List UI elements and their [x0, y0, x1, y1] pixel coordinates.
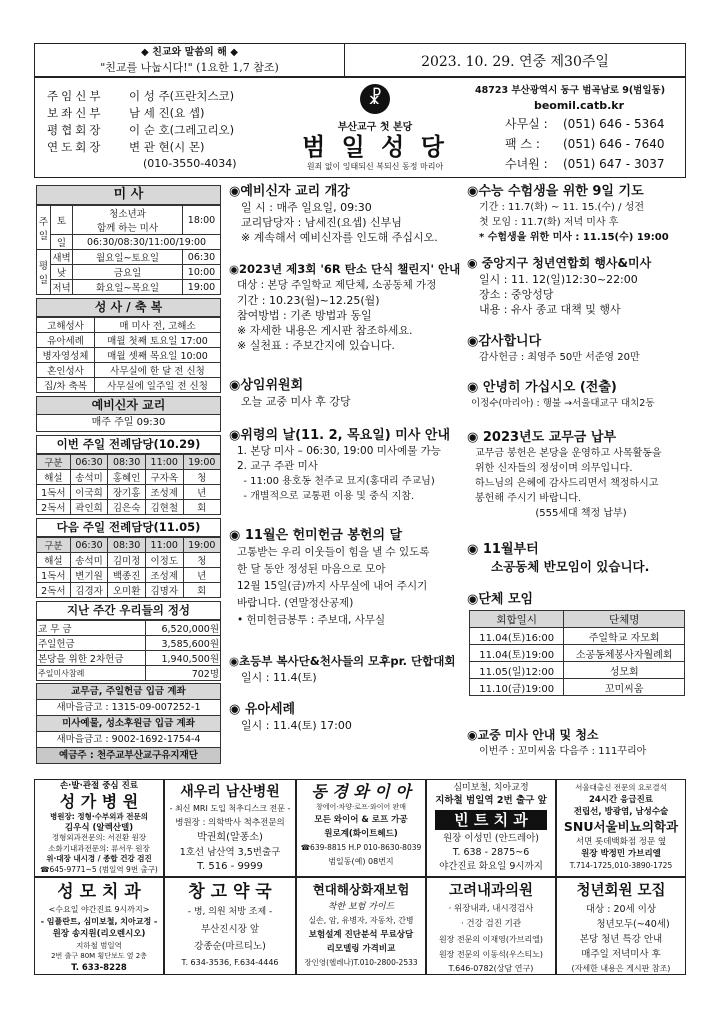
- duty-cell: 청: [183, 470, 220, 485]
- ad-line: 대상 : 20세 이상: [585, 904, 657, 915]
- ad-line: 본당 청년 특강 안내: [579, 934, 663, 945]
- ad-line: 장인영(헬레나)T.010-2800-2533: [304, 958, 418, 967]
- catechumen-title: 예비신자 교리: [36, 396, 221, 415]
- duty-cell: 해설: [37, 553, 71, 568]
- offering-label: 주일미사참례: [37, 666, 146, 681]
- notice-line: - 개별적으로 교통편 이용 및 중식 지참.: [237, 491, 415, 502]
- duty-header: 06:30: [70, 538, 108, 553]
- meetings-table: [469, 610, 685, 696]
- meeting-date: 11.05(일)12:00: [470, 662, 564, 679]
- contact-label: 수녀원 :: [505, 157, 548, 171]
- sacrament-name: 유아세례: [37, 333, 95, 348]
- notice-heading: ◉ 유아세례: [229, 702, 296, 717]
- motto-title: ◆ 친교와 말씀의 해 ◆: [141, 47, 238, 58]
- notice-line: 소공동체 반모임이 있습니다.: [491, 559, 650, 574]
- meeting-group: 꼬미씨움: [564, 679, 685, 696]
- notice-line: 12월 15일(금)까지 사무실에 내어 주시기: [237, 580, 428, 592]
- notice-line: 일 시 : 매주 일요일, 09:30: [241, 201, 372, 214]
- notice-heading: ◉ 안녕히 가십시오 (전출): [467, 380, 617, 395]
- ad-line: ☎645-9771~5 (범일역 9번 출구): [40, 864, 158, 874]
- mass-sub: 일: [51, 235, 73, 250]
- account-number: 새마을금고 : 9002-1692-1754-4: [36, 732, 221, 748]
- meeting-date: 11.04(토)16:00: [470, 628, 564, 645]
- notice-line: 이번주 : 꼬미씨움 다음주 : 111꾸리아: [479, 746, 647, 757]
- notice-heading: ◉ 11월부터: [467, 542, 539, 557]
- duty-cell: 조성제: [145, 485, 183, 500]
- offering-value: 702명: [146, 666, 221, 681]
- duty-cell: 홍혜인: [108, 470, 146, 485]
- ad-line: 보험설계 진단분석 무료상담: [308, 930, 414, 940]
- duty-cell: 2독서: [37, 583, 71, 598]
- duty-cell: 송석미: [70, 553, 108, 568]
- ad-line: T.646-0782(상담 연구): [448, 964, 534, 973]
- ad-top: 심미보철, 치아교정: [453, 783, 529, 793]
- notice-line: 바랍니다. (연말정산공제): [237, 597, 354, 609]
- mass-name: 06:30/08:30/11:00/19:00: [73, 235, 221, 250]
- mass-name: 금요일: [73, 265, 183, 280]
- ad-line: 1호선 남산역 3,5번출구: [179, 847, 281, 858]
- ad-top: 손·발·관절 중심 진료: [59, 781, 139, 791]
- duty-header: 19:00: [183, 538, 220, 553]
- notice-line: 감사헌금 : 최영주 50만 서준영 20만: [479, 352, 640, 363]
- mass-title: 미 사: [36, 185, 221, 205]
- mass-time: 18:00: [183, 206, 221, 235]
- ad-line: 24시간 응급진료: [588, 795, 654, 805]
- ad-name: 새우리 남산병원: [180, 784, 280, 800]
- account-holder: 예금주 : 천주교부산교구유지재단: [36, 748, 221, 764]
- notice-line: 교무금 봉헌은 본당을 운영하고 사목활동을: [475, 448, 662, 459]
- notice-line: 봉헌해 주시기 바랍니다.: [475, 493, 582, 504]
- ad-line: 전립선, 방광염, 남성수술: [573, 807, 669, 817]
- notice-line: 하느님의 은혜에 감사드리면서 책정하시고: [475, 478, 659, 489]
- staff-role: 평협회장: [47, 123, 104, 137]
- contact-label: 사무실 :: [505, 117, 548, 131]
- meetings-header: 단체명: [564, 611, 685, 628]
- ad-line: 원장 전문의 이동석(우스티노): [438, 950, 544, 959]
- notice-heading: ◉감사합니다: [467, 334, 542, 349]
- duty-cell: 2독서: [37, 500, 71, 515]
- staff-name: 이 순 호(그레고리오): [129, 123, 235, 137]
- notice-line: 고통받는 우리 이웃들이 힘을 낼 수 있도록: [237, 546, 430, 558]
- mass-table: [36, 205, 221, 295]
- meetings-header: 회합일시: [470, 611, 564, 628]
- staff-name: 남 세 진(요 셉): [129, 106, 205, 120]
- notice-line: 내용 : 유사 종교 대책 및 행사: [479, 303, 621, 316]
- ad-line: T. 634-3536, F.634-4446: [181, 958, 279, 967]
- ad-name: SNU서울비뇨의학과: [563, 819, 679, 834]
- ad-line: ☎639-8815 H.P 010-8630-8039: [300, 843, 422, 852]
- staff-name: 변 관 현(시 몬): [129, 140, 205, 154]
- notice-heading: ◉상임위원회: [229, 378, 304, 393]
- ad-youth-recruit: [556, 877, 686, 975]
- sacrament-name: 병자영성체: [37, 348, 95, 363]
- notice-heading: ◉ 11월은 헌미헌금 봉헌의 달: [229, 528, 403, 543]
- ad-line: · 위장내과, 내시경검사: [448, 904, 534, 914]
- ad-name: 동 경 와 이 아: [311, 782, 411, 801]
- header-bar: [34, 43, 686, 77]
- sacrament-info: 매월 첫째 토요일 17:00: [95, 333, 221, 348]
- duty-cell: 곽인희: [70, 500, 108, 515]
- notice-line: 이정수(마리아) : 행불 →서울대교구 대치2동: [471, 398, 655, 409]
- duty-header: 11:00: [145, 455, 183, 470]
- ad-line: 김우식 (알렉산델): [64, 822, 134, 833]
- ad-line: 원장 전문의 이재영(가브리엘): [438, 935, 544, 944]
- notice-line: ※ 실천표 : 주보간지에 있습니다.: [237, 339, 395, 352]
- ad-line: - 병, 의원 처방 조제 -: [187, 907, 273, 917]
- duty-cell: 변기원: [70, 568, 108, 583]
- parish-logo: [275, 84, 475, 172]
- duty-cell: 구자옥: [145, 470, 183, 485]
- notice-heading: ◉2023년 제3회 '6R 탄소 단식 챌린지' 안내: [229, 262, 461, 276]
- notice-line: * 수험생을 위한 미사 : 11.15(수) 19:00: [479, 232, 669, 243]
- notice-line: ※ 자세한 내용은 게시판 참조하세요.: [237, 324, 413, 337]
- ad-line: 창에어·차양·로프·와이어 판매: [315, 803, 407, 811]
- ad-line: 모든 와이어 & 로프 가공: [314, 815, 408, 825]
- notice-heading: ◉ 2023년도 교무금 납부: [467, 430, 617, 445]
- notice-line: 일시 : 11. 12(일)12:30~22:00: [479, 273, 638, 286]
- notice-heading: ◉초등부 복사단&천사들의 모후pr. 단합대회: [229, 654, 456, 668]
- ad-seongmo-dental: [34, 877, 164, 975]
- sacrament-info: 사무실에 한 달 전 신청: [95, 363, 221, 378]
- ad-line: 야간진료 화요일 9시까지: [439, 861, 543, 872]
- notice-line: 한 달 동안 정성된 마음으로 모아: [237, 563, 386, 575]
- notice-line: 대상 : 본당 주일학교 제단체, 소공동체 가정: [237, 279, 437, 291]
- sacrament-name: 고해성사: [37, 318, 95, 333]
- notice-line: 기간 : 11.7(화) ~ 11. 15.(수) / 성전: [479, 202, 645, 213]
- ad-line: 부산진시장 앞: [200, 924, 260, 935]
- duty-header: 19:00: [183, 455, 220, 470]
- duty-next-title: 다음 주일 전례담당(11.05): [36, 518, 221, 537]
- ad-dental-clinic: [426, 779, 556, 877]
- account-title: 교무금, 주일헌금 입금 계좌: [36, 683, 221, 700]
- ad-goryeo-clinic: [426, 877, 556, 975]
- logo-name: 범 일 성 당: [302, 132, 448, 161]
- duty-header: 구분: [37, 538, 71, 553]
- contact-label: 팩 스 :: [505, 137, 540, 151]
- ad-line: 원로계(화이트헤드): [324, 829, 398, 839]
- mass-name: 월요일~토요일: [73, 250, 183, 265]
- ad-line: 청년모두(~40세): [596, 919, 670, 930]
- duty-cell: 김은숙: [108, 500, 146, 515]
- duty-cell: 년: [183, 568, 220, 583]
- offering-value: 3,585,600원: [146, 636, 221, 651]
- ad-line: 강종순(마르티노): [194, 941, 266, 952]
- sacrament-info: 매월 셋째 목요일 10:00: [95, 348, 221, 363]
- logo-tagline: 원죄 없이 잉태되신 복되신 동정 마리아: [306, 162, 444, 171]
- account-title: 미사예물, 성소후원금 입금 계좌: [36, 716, 221, 732]
- notice-heading: ◉위령의 날(11. 2, 목요일) 미사 안내: [229, 428, 451, 443]
- meeting-group: 소공동체봉사자월례회: [564, 645, 685, 662]
- duty-cell: 조성제: [145, 568, 183, 583]
- mass-sub: 새벽: [51, 250, 73, 265]
- notice-line: 교리담당자 : 남세진(요셉) 신부님: [241, 216, 402, 229]
- ad-line: 병원장: 정형·수부외과 전문의: [49, 812, 148, 821]
- ad-line: 서면 롯데백화점 정문 옆: [575, 837, 667, 847]
- duty-this-title: 이번 주일 전례담당(10.29): [36, 435, 221, 454]
- ad-name: 성 모 치 과: [57, 882, 141, 902]
- meetings-heading: ◉단체 모임: [467, 592, 534, 607]
- ad-line: 실손, 암, 유병자, 자동차, 간병: [308, 916, 414, 925]
- ad-line: 착한 보험 가이드: [327, 902, 395, 912]
- sacrament-name: 집/차 축복: [37, 378, 95, 393]
- chi-rho-icon: ☧: [360, 84, 390, 114]
- offering-table: [36, 620, 221, 681]
- meeting-group: 성모회: [564, 662, 685, 679]
- offering-label: 교 무 금: [37, 621, 146, 636]
- middle-column: [229, 183, 461, 745]
- convent-phone: (051) 647 - 3037: [563, 157, 665, 171]
- duty-cell: 해설: [37, 470, 71, 485]
- duty-header: 08:30: [108, 455, 146, 470]
- ad-name: 창 고 약 국: [188, 882, 272, 902]
- right-column: [467, 183, 687, 759]
- notice-line: 장소 : 중앙성당: [479, 288, 554, 301]
- sacrament-name: 혼인성사: [37, 363, 95, 378]
- notice-line: 1. 본당 미사 – 06:30, 19:00 미사예물 가능: [237, 445, 441, 457]
- duty-cell: 장기홍: [108, 485, 146, 500]
- sacrament-info: 사무실에 일주일 전 신청: [95, 378, 221, 393]
- notice-line: 위한 신자들의 정성이며 의무입니다.: [475, 463, 633, 474]
- duty-cell: 김미정: [108, 553, 146, 568]
- mass-sub: 저녁: [51, 280, 73, 295]
- contact-info: [475, 84, 683, 174]
- notice-heading: ◉ 중앙지구 청년연합회 행사&미사: [467, 256, 652, 270]
- ad-name: 청년회원 모집: [576, 883, 666, 899]
- staff-role: 주임신부: [47, 89, 104, 103]
- offering-label: 본당을 위한 2차헌금: [37, 651, 146, 666]
- ads-row-1: [34, 779, 686, 877]
- ad-line: - 최신 MRI 도입 척추디스크 전문 -: [169, 804, 291, 813]
- duty-header: 11:00: [145, 538, 183, 553]
- duty-cell: 이정도: [145, 553, 183, 568]
- notice-line: 기간 : 10.23(월)~12.25(월): [237, 294, 380, 307]
- ad-donggyeong-wire: [296, 779, 426, 877]
- staff-role: 연도회장: [47, 140, 104, 154]
- ad-line: 범일동(예) 08번지: [328, 857, 394, 866]
- issue-date: 2023. 10. 29. 연중 제30주일: [421, 54, 609, 70]
- sacraments-title: 성 사 / 축 복: [36, 298, 221, 317]
- notice-heading: ◉교중 미사 안내 및 청소: [467, 728, 599, 742]
- notice-line: (555세대 책정 납부): [535, 508, 627, 519]
- mass-sub: 낮: [51, 265, 73, 280]
- duty-cell: 1독서: [37, 485, 71, 500]
- mass-group: 주일: [37, 206, 51, 250]
- ad-line: 2번 출구 80M 횡단보도 옆 2층: [51, 952, 147, 960]
- duty-next-table: [36, 537, 221, 598]
- mass-name: 화요일~목요일: [73, 280, 183, 295]
- account-number: 새마을금고 : 1315-09-007252-1: [36, 700, 221, 716]
- duty-this-table: [36, 454, 221, 515]
- mass-time: 19:00: [183, 280, 221, 295]
- notice-line: 첫 모임 : 11.7(화) 저녁 미사 후: [479, 217, 619, 228]
- duty-cell: 김경자: [70, 583, 108, 598]
- notice-line: 오늘 교중 미사 후 강당: [241, 395, 351, 408]
- duty-cell: 청: [183, 553, 220, 568]
- ad-line: <수요일 야간진료 9시까지>: [48, 905, 150, 914]
- ad-seongga-hospital: [34, 779, 164, 877]
- notice-line: - 11:00 용호동 천주교 묘지(홍대리 주교님): [237, 476, 435, 487]
- ad-name: 성 가 병 원: [59, 792, 139, 811]
- ad-line: 지하철 범일역: [76, 941, 122, 950]
- ad-line: 지하철 범일역 2번 출구 앞: [435, 795, 547, 806]
- duty-cell: 이국희: [70, 485, 108, 500]
- mass-group: 평일: [37, 250, 51, 295]
- mass-name: 청소년과 함께 하는 미사: [73, 206, 183, 235]
- ad-hyundai-insurance: [296, 877, 426, 975]
- ad-line: T. 633-8228: [71, 963, 127, 973]
- duty-cell: 회: [183, 500, 220, 515]
- office-phone: (051) 646 - 5364: [563, 117, 665, 131]
- ad-line: 병원장 : 의학박사 척추전문의: [175, 818, 285, 828]
- ad-line: 원장 이성민 (안드레아): [442, 833, 540, 844]
- meeting-date: 11.04(토)19:00: [470, 645, 564, 662]
- ad-name: 빈 트 치 과: [435, 810, 547, 830]
- ad-line: 정형외과전문의: 서진환 원장: [51, 833, 147, 842]
- ad-namsan-hospital: [164, 779, 296, 877]
- logo-top: 부산교구 첫 본당: [337, 122, 413, 133]
- ad-line: - 임플란트, 심미보철, 치아교정 -: [40, 917, 158, 926]
- sacraments-table: [36, 317, 221, 393]
- sacrament-info: 매 미사 전, 고해소: [95, 318, 221, 333]
- notice-line: 참여방법 : 기존 방법과 동일: [237, 309, 372, 322]
- ad-line: 소화기내과전문의: 류서우 원장: [48, 843, 150, 853]
- ad-line: 원장 박정민 가브리엘: [581, 849, 661, 859]
- mass-time: 10:00: [183, 265, 221, 280]
- ad-top: 서울대출신 전문의 요로결석: [575, 783, 667, 792]
- notice-line: 2. 교구 주관 미사: [237, 460, 318, 472]
- notice-heading: ◉예비신자 교리 개강: [229, 184, 350, 199]
- ad-line: 위·대장 내시경 / 종합 건강 검진: [46, 854, 152, 863]
- duty-cell: 김현철: [145, 500, 183, 515]
- offering-label: 주일헌금: [37, 636, 146, 651]
- meeting-date: 11.10(금)19:00: [470, 679, 564, 696]
- ad-line: T. 516 - 9999: [197, 861, 263, 872]
- staff-phone: (010-3550-4034): [143, 157, 237, 170]
- duty-cell: 오미환: [108, 583, 146, 598]
- duty-header: 06:30: [70, 455, 108, 470]
- ad-line: 박권희(알퐁소): [197, 832, 263, 843]
- offering-value: 6,520,000원: [146, 621, 221, 636]
- duty-cell: 김명자: [145, 583, 183, 598]
- website-link[interactable]: beomil.catb.kr: [533, 99, 625, 112]
- meeting-group: 주일학교 자모회: [564, 628, 685, 645]
- catechumen-time: 매주 주일 09:30: [36, 415, 221, 432]
- ad-line: T. 638 - 2875~6: [452, 847, 530, 858]
- ad-line: · 건강 검진 기관: [460, 919, 522, 929]
- staff-name: 이 성 주(프란치스코): [129, 89, 235, 103]
- ad-snu-urology: [556, 779, 686, 877]
- offering-value: 1,940,500원: [146, 651, 221, 666]
- ad-name: 고려내과의원: [448, 883, 534, 899]
- left-column: [36, 185, 221, 764]
- fax-number: (051) 646 - 7640: [563, 137, 665, 151]
- staff-role: 보좌신부: [47, 106, 104, 120]
- notice-heading: ◉수능 수험생을 위한 9일 기도: [467, 184, 644, 199]
- ads-row-2: [34, 877, 686, 975]
- duty-cell: 1독서: [37, 568, 71, 583]
- address: 48723 부산광역시 동구 범곡남로 9(범일동): [475, 85, 666, 96]
- notice-line: ※ 계속해서 예비신자를 인도해 주십시오.: [241, 231, 438, 244]
- staff-list: [47, 88, 267, 172]
- duty-cell: 송석미: [70, 470, 108, 485]
- duty-header: 구분: [37, 455, 71, 470]
- ad-line: 매주일 저녁미사 후: [581, 949, 661, 960]
- notice-line: • 헌미헌금봉투 : 주보대, 사무실: [237, 614, 386, 626]
- duty-header: 08:30: [108, 538, 146, 553]
- notice-line: 일시 : 11.4(토): [241, 671, 317, 684]
- duty-cell: 회: [183, 583, 220, 598]
- ad-line: 리모델링 가격비교: [326, 944, 396, 954]
- mass-sub: 토: [51, 206, 73, 235]
- notice-line: 일시 : 11.4(토) 17:00: [241, 719, 352, 732]
- ad-name: 현대해상화재보험: [312, 882, 410, 897]
- ad-changgo-pharmacy: [164, 877, 296, 975]
- ad-line: T.714-1725,010-3890-1725: [569, 861, 673, 870]
- duty-cell: 백종진: [108, 568, 146, 583]
- ad-line: (자세한 내용은 게시판 참조): [571, 964, 671, 973]
- offering-title: 지난 주간 우리들의 정성: [36, 601, 221, 620]
- ad-line: 원장 송지원(리오렌시오): [52, 929, 146, 939]
- motto: "친교를 나눕시다!" (1요한 1,7 참조): [100, 61, 279, 74]
- masthead: [34, 77, 686, 178]
- mass-time: 06:30: [183, 250, 221, 265]
- duty-cell: 년: [183, 485, 220, 500]
